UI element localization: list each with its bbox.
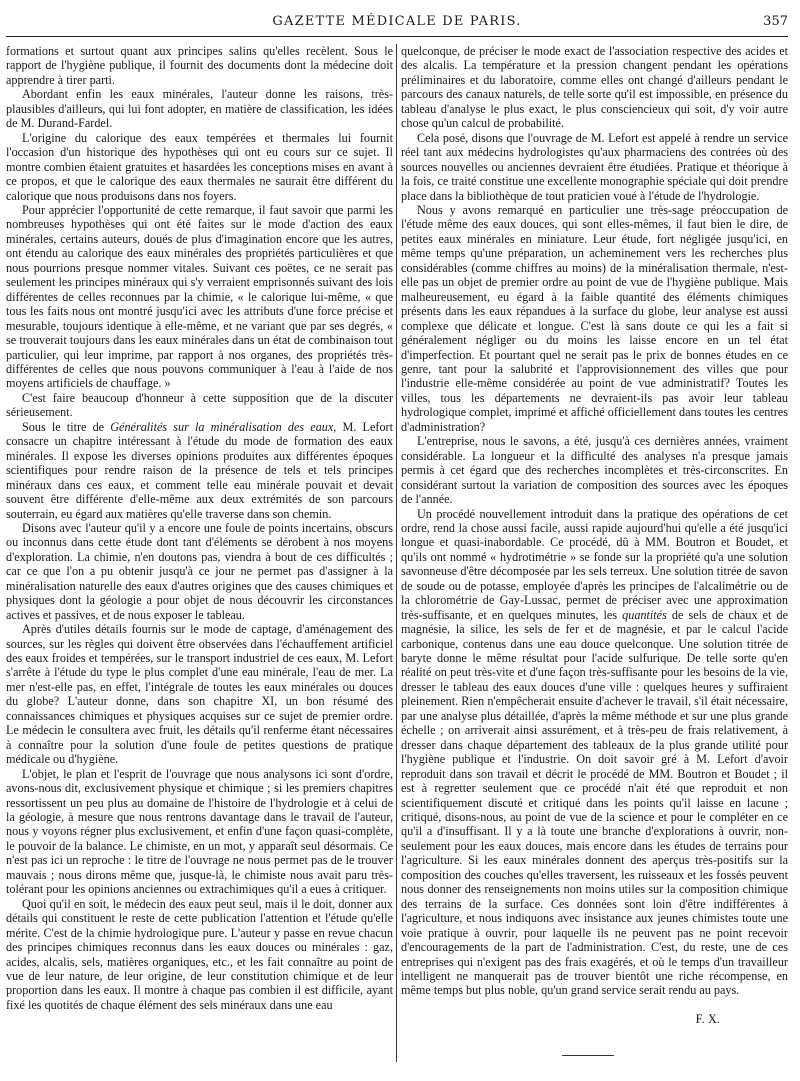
text-run: Sous le titre de <box>22 419 111 434</box>
paragraph: L'objet, le plan et l'esprit de l'ouvrage que nous analysons ici sont d'ordre, avons-nous dit, exclusivement physique et chimique ; si les premiers chapitres ressortissent un peu plus au domaine de l'histoire de l'hydrologie et à celui de la géologie, à mesure que nous rentrons davantage dans le travail de l'auteur, nous y voyons régner plus exclusivement, et enfin d'une façon quasi-complète, le pouvoir de la balance. Le chimiste, en un mot, y apparaît seul désormais. Ce n'est pas ici un reproche : le titre de l'ouvrage ne nous permet pas de le trouver mauvais ; nous dirons même que, jusque-là, le chimiste nous avait paru très-tolérant pour les opinions anciennes ou extrachimiques qu'il a eues à critiquer. <box>6 766 393 897</box>
paragraph: Après d'utiles détails fournis sur le mode de captage, d'aménagement des sources, sur les règles qui doivent être observées dans l'échauffement artificiel des eaux froides et tempérées, sur le transport industriel de ces eaux, M. Lefort s'arrête à l'étude du type le plus complet d'une eau minérale, l'eau de mer. La mer n'est-elle pas, en effet, l'intégrale de toutes les eaux minérales ou douces du globe? L'auteur donne, dans son chapitre XI, un bon résumé des connaissances chimiques et physiques acquises sur ce sujet de premier ordre. Le médecin le consultera avec fruit, les détails qu'il renferme étant nécessaires à connaître pour la solution d'une foule de petites questions de pratique médicale ou d'hygiène. <box>6 622 393 767</box>
paragraph <box>6 420 393 521</box>
page-header <box>6 14 788 37</box>
paragraph <box>401 507 788 998</box>
left-column <box>6 44 393 1068</box>
italic-word: quantités <box>622 607 667 622</box>
paragraph: Cela posé, disons que l'ouvrage de M. Lefort est appelé à rendre un service réel tant aux médecins hydrologistes qu'aux pharmaciens des contrées où des sources nouvelles ou anciennes devraient être étudiées. Pratique et théorique à la fois, ce traité constitue une excellente monographie spéciale qui doit prendre place dans la bibliothèque de tout praticien voué à l'étude de l'hydrologie. <box>401 130 788 203</box>
paragraph: Abordant enfin les eaux minérales, l'auteur donne les raisons, très-plausibles d'ailleurs, qui lui font adopter, en matière de classification, les idées de M. Durand-Fardel. <box>6 87 393 131</box>
column-divider <box>396 44 397 1062</box>
paragraph: L'entreprise, nous le savons, a été, jusqu'à ces dernières années, vraiment considérable. La longueur et la difficulté des analyses n'a presque jamais permis à cet égard que des recherches incomplètes et très-circonscrites. En considérant surtout la variation de composition des sources avec les époques de l'année. <box>401 434 788 507</box>
page-number: 357 <box>763 14 788 29</box>
paragraph: Pour apprécier l'opportunité de cette remarque, il faut savoir que parmi les nombreuses hypothèses qui ont été faites sur le mode d'action des eaux minérales, certains auteurs, doués de plus d'imagination encore que les autres, ont étendu au calorique des eaux minérales des propriétés particulières et que nous pourrions presque nommer vitales. Suivant ces poëtes, ce ne serait pas seulement les principes minéraux qui s'y verraient emprisonnés suivant des lois différentes de celles reconnues par la chimie, « le calorique lui-même, « que tous les faits nous ont montré jusqu'ici avec les attributs d'une force précise et mesurable, toujours identique à elle-même, et ne variant que par ses degrés, « se trouverait toujours dans les eaux minérales dans un état de combinaison tout particulier, qui leur imprime, par rapport à nos organes, des propriétés très-différentes de celles que nous pouvons communiquer à l'eau à l'aide de nos moyens artificiels de chauffage. » <box>6 202 393 391</box>
closing-rule <box>562 1055 614 1056</box>
paragraph: L'origine du calorique des eaux tempérées et thermales lui fournit l'occasion d'un historique des hypothèses qui ont eu cours sur ce sujet. Il montre combien étaient gratuites et hasardées les conceptions mises en avant à ce propos, et que le calorique des eaux thermales ne saurait être différent du calorique que nous produisons dans nos foyers. <box>6 130 393 203</box>
italic-book-chapter-title: Généralités sur la minéralisation des eaux <box>110 419 334 434</box>
text-run: , M. Lefort consacre un chapitre intéressant à l'étude du mode de formation des eaux minérales. Il expose les diverses opinions produites aux différentes époques scientifiques pour rendre raison de la présence de tels et tels principes minéraux dans ces eaux, et comment telle eau minérale pouvait et devait souvent être différente d'elle-même aux deux extrémités de son parcours souterrain, eu égard aux matières qu'elle traverse dans son chemin. <box>6 419 393 521</box>
paragraph: quelconque, de préciser le mode exact de l'association respective des acides et des alcalis. La température et la pression changent pendant les opérations préliminaires et du laboratoire, comme elles ont changé d'ailleurs pendant le parcours des canaux naturels, de telle sorte qu'il est impossible, en présence du tableau d'analyse le plus exact, le plus consciencieux qui soit, d'y voir autre chose qu'un calcul de probabilité. <box>401 44 788 131</box>
paragraph: Nous y avons remarqué en particulier une très-sage préoccupation de l'étude même des eaux douces, qui sont elles-mêmes, il faut bien le dire, de petites eaux minérales en miniature. Leur étude, fort négligée jusqu'ici, en même temps qu'une préparation, un acheminement vers les recherches plus considérables (comme chiffres au moins) de la minéralisation thermale, n'est-elle pas un objet de premier ordre au point de vue de l'hygiène publique. Mais malheureusement, eu égard à la faible quantité des éléments chimiques présents dans les eaux répandues à la surface du globe, leur analyse est aussi complexe que délicate et longue. C'est là sans doute ce qui les a fait si généralement négliger ou du moins les laisse encore en un tel état d'imperfection. Et pourtant quel ne serait pas le prix de bonnes études en ce genre, tant pour la salubrité et l'approvisionnement des villes que pour l'industrie elle-même considérée au point de vue administratif? Toutes les villes, tous les départements ne devraient-ils pas avoir leur tableau hydrologique complet, imprimé et affiché officiellement dans toutes les centres d'administration? <box>401 202 788 434</box>
paragraph: formations et surtout quant aux principes salins qu'elles recèlent. Sous le rapport de l'hygiène publique, il fournit des documents dont la médecine doit apprendre à tirer parti. <box>6 44 393 87</box>
paragraph: Disons avec l'auteur qu'il y a encore une foule de points incertains, obscurs ou inconnus dans cette étude dont tant d'éléments se dérobent à nos moyens d'exploration. La chimie, n'en doutons pas, viendra à bout de ces difficultés ; car ce que l'on a pu obtenir jusqu'à ce jour ne permet pas d'assigner à la minéralisation naturelle des eaux d'autres origines que des causes chimiques et physiques dont la géologie a pour objet de nous découvrir les circonstances actives et passives, et de nous exposer le tableau. <box>6 520 393 622</box>
author-signature: F. X. <box>695 1011 720 1026</box>
journal-title: GAZETTE MÉDICALE DE PARIS. <box>272 14 522 29</box>
text-run: de sels de chaux et de magnésie, la silice, les sels de fer et de magnésie, et par le calcul l'acide carbonique, contenus dans une eau douce quelconque. Une solution titrée de baryte donne le même résultat pour l'acide sulfurique. De telle sorte qu'en réalité on peut très-vite et d'une façon très-suffisante pour les besoins de la vie, dresser le tableau des eaux douces d'une ville : quelques heures y suffiraient pleinement. Rien n'empêcherait ensuite d'achever le travail, s'il était nécessaire, par une analyse plus détaillée, d'après la même méthode et sur une plus grande échelle ; on arriverait ainsi assurément, et à très-peu de frais relativement, à dresser dans chaque département des tableaux de la plus grande utilité pour l'hygiène publique et l'industrie. On doit savoir gré à M. Lefort d'avoir reproduit dans son travail et décrit le procédé de MM. Boutron et Boudet ; il est à regretter seulement que ce procédé n'ait été que reproduit et non scientifiquement discuté et critiqué dans les points qu'il laisse en lacune ; critiqué, disons-nous, au point de vue de la science et pour le compléter en ce qu'il a d'insuffisant. Il y a là toute une branche d'explorations à ouvrir, non-seulement pour les eaux douces, mais encore dans les études de terrains pour l'agriculture. Si les eaux minérales donnent des aperçus très-positifs sur la composition des couches qu'elles traversent, les ruisseaux et les fossés peuvent nous donner des renseignements non moins utiles sur la composition chimique des terrains de la surface. Ces données sont loin d'être indifférentes à l'agriculture, et nous indiquons avec insistance aux jeunes chimistes toute une voie pratique à ouvrir, pour laquelle ils ne peuvent pas ne point recevoir d'encouragements de la part de l'administration. C'est, du reste, une de ces entreprises qui n'exigent pas des frais exagérés, et où le temps d'un travailleur intelligent ne manquerait pas de trouver bientôt une riche récompense, en même temps but plus noble, qu'un grand service serait rendu au pays. <box>401 607 788 998</box>
paragraph: C'est faire beaucoup d'honneur à cette supposition que de la discuter sérieusement. <box>6 390 393 420</box>
text-run: Un procédé nouvellement introduit dans la pratique des opérations de cet ordre, rend la chose aussi facile, aussi rapide aujourd'hui qu'elle a été jusqu'ici longue et quasi-inabordable. Ce procédé, dû à MM. Boutron et Boudet, et qu'ils ont nommé « hydrotimétrie » se fonde sur la propriété qu'a une solution savonneuse d'être décomposée par les sels terreux. Une solution titrée de savon de soude ou de potasse, employée d'après les principes de l'alcalimétrie ou de la chlorométrie de Gay-Lussac, permet de préciser avec une approximation très-suffisante, et en quelques minutes, les <box>401 506 788 622</box>
paragraph: Quoi qu'il en soit, le médecin des eaux peut seul, mais il le doit, donner aux détails qui constituent le reste de cette publication l'attention et l'étude qu'elle mérite. C'est de la chimie hydrologique pure. L'auteur y passe en revue chacun des principes chimiques reconnus dans les eaux douces ou minérales : gaz, acides, alcalis, sels, matières organiques, etc., et les fait connaître au point de vue de leur nature, de leur origine, de leur constitution chimique et de leur proportion dans les eaux. Il montre à chaque pas combien il est difficile, ayant fixé les quotités de chaque élément des sels minéraux dans une eau <box>6 896 393 1012</box>
right-column <box>401 44 788 1068</box>
